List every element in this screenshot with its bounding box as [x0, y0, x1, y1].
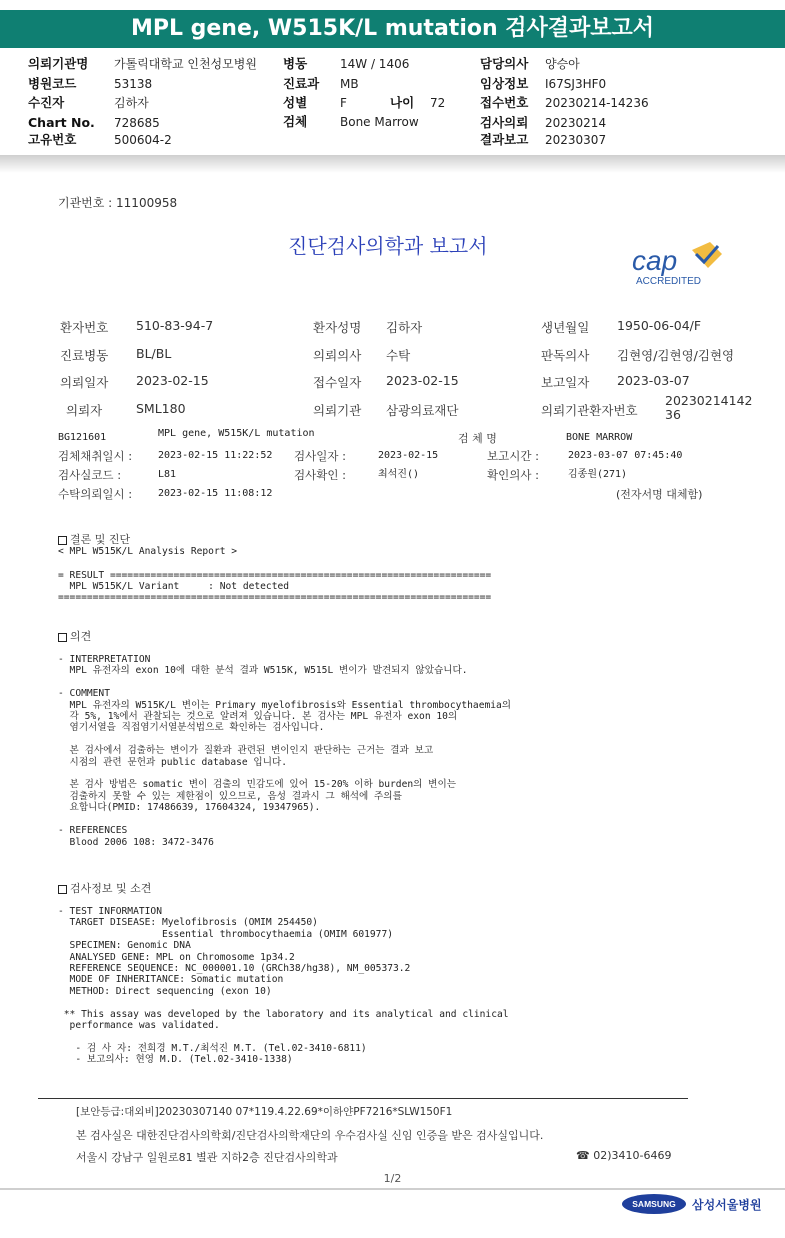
meta-value: 20230307: [545, 133, 607, 147]
row-label: 검체채취일시 :: [58, 449, 133, 463]
opinion-text: - INTERPRETATION MPL 유전자의 exon 10에 대한 분석 결과 W515K, W515L 변이가 발견되지 않았습니다. - COMMENT MPL 유전자의 W515K/L 변이는 Primary myelofibrosis와 Essential thrombocythaemia의 각 5%, 1%에서 관찰되는 것으로 알려져 있습니다. 본 검사는 MPL 유전자 exon 10의 염기서열을 직접염기서열분석법으로 확인하는 검사입니다. 본 검사에서 검출하는 변이가 질환과 관련된 변이인지 판단하는 근거는 결과 보고 시점의 관련 문헌과 public database 입니다. 본 검사 방법은 somatic 변이 검출의 민감도에 있어 15-20% 이하 burden의 변이는 검출하지 못할 수 있는 제한점이 있으므로, 음성 결과시 그 해석에 주의를 요합니다(PMID: 17486639, 17604324, 19347965). - REFERENCES Blood 2006 108: 3472-3476: [58, 654, 512, 848]
row-value: 최석진(): [378, 469, 420, 480]
specimen-label: 검 체 명: [458, 432, 497, 445]
institution-number: 기관번호 : 11100958: [58, 196, 178, 210]
svg-text:cap: cap: [632, 245, 678, 276]
meta-value: 53138: [114, 77, 153, 91]
patient-value: 김현영/김현영/김현영: [617, 348, 735, 363]
report-header: MPL gene, W515K/L mutation 검사결과보고서: [0, 10, 785, 48]
samsung-logo: SAMSUNG: [622, 1194, 686, 1214]
hospital-name: 삼성서울병원: [692, 1198, 762, 1212]
patient-label: 보고일자: [541, 375, 590, 390]
report-footer: [38, 1098, 688, 1164]
patient-value: 김하자: [386, 320, 423, 335]
esign-note: (전자서명 대체함): [616, 488, 703, 501]
row-value: 2023-02-15: [378, 450, 439, 461]
square-bullet-icon: [58, 536, 67, 545]
patient-value: 2023-02-15: [386, 373, 459, 388]
patient-value: 삼광의료재단: [386, 403, 459, 418]
patient-label: 생년월일: [541, 320, 590, 335]
security-line: [보안등급:대외비]20230307140 07*119.4.22.69*이하얀PF7216*SLW150F1: [76, 1106, 453, 1118]
test-name: MPL gene, W515K/L mutation: [158, 428, 315, 439]
patient-value: SML180: [136, 401, 186, 416]
row-value: L81: [158, 469, 177, 480]
section-title: 검사정보 및 소견: [70, 882, 152, 895]
row-value: 2023-02-15 11:22:52: [158, 450, 273, 461]
row-label: 검사실코드 :: [58, 468, 122, 482]
patient-value: 2023-02-15: [136, 373, 209, 388]
meta-value: 김하자: [114, 96, 149, 110]
lab-address: 서울시 강남구 일원로81 별관 지하2층 진단검사의학과: [76, 1151, 338, 1164]
section-title: 의견: [70, 630, 92, 643]
divider: [0, 1188, 785, 1190]
section-heading: [58, 531, 130, 547]
meta-label: 담당의사: [480, 56, 529, 71]
meta-label: 의뢰기관명: [28, 56, 89, 71]
svg-text:ACCREDITED: ACCREDITED: [636, 276, 702, 287]
patient-value: 2023021414236: [665, 393, 753, 422]
row-label: 검사확인 :: [294, 468, 346, 482]
test-code: BG121601: [58, 432, 107, 443]
meta-label: 나이: [390, 95, 415, 110]
meta-label: Chart No.: [28, 115, 95, 130]
page-shadow: [0, 155, 785, 173]
page-number: 1/2: [383, 1172, 402, 1185]
square-bullet-icon: [58, 885, 67, 894]
meta-label: 병원코드: [28, 76, 77, 91]
meta-value: 500604-2: [114, 133, 172, 147]
patient-value: 510-83-94-7: [136, 318, 214, 333]
patient-value: 2023-03-07: [617, 373, 690, 388]
patient-value: 1950-06-04/F: [617, 318, 702, 333]
meta-value: F: [340, 96, 347, 110]
square-bullet-icon: [58, 633, 67, 642]
meta-label: 고유번호: [28, 132, 77, 147]
section-heading: [58, 880, 151, 896]
result-block: = RESULT ================================================================== MPL W515K/L Variant : Not detected ===========================================================================: [58, 570, 492, 603]
patient-label: 환자성명: [313, 320, 362, 335]
row-value: 2023-03-07 07:45:40: [568, 450, 683, 461]
row-label: 검사일자 :: [294, 449, 346, 463]
meta-label: 접수번호: [480, 95, 529, 110]
row-label: 확인의사 :: [487, 468, 539, 482]
patient-label: 접수일자: [313, 375, 362, 390]
row-value: 2023-02-15 11:08:12: [158, 488, 273, 499]
hospital-logo: [622, 1192, 762, 1216]
meta-value: 14W / 1406: [340, 57, 410, 71]
meta-label: 성별: [283, 95, 308, 110]
meta-value: 728685: [114, 116, 160, 130]
patient-label: 의뢰기관: [313, 403, 362, 418]
meta-value: MB: [340, 77, 359, 91]
meta-value: 20230214-14236: [545, 96, 649, 110]
row-value: 김종원(271): [568, 469, 628, 480]
meta-value: 72: [430, 96, 446, 110]
lab-phone: ☎ 02)3410-6469: [576, 1149, 672, 1162]
section-title: 결론 및 진단: [70, 533, 131, 546]
patient-label: 진료병동: [60, 348, 109, 363]
meta-label: 결과보고: [480, 132, 529, 147]
meta-label: 진료과: [283, 76, 320, 91]
row-label: 보고시간 :: [487, 449, 539, 463]
cap-accredited-logo: [630, 240, 750, 292]
patient-value: 수탁: [386, 348, 411, 363]
metadata-panel: [0, 52, 785, 152]
patient-label: 의뢰기관환자번호: [541, 403, 638, 418]
section-heading: [58, 628, 91, 644]
patient-label: 의뢰자: [66, 403, 103, 418]
meta-label: 병동: [283, 56, 308, 71]
patient-label: 판독의사: [541, 348, 590, 363]
section-subtitle: < MPL W515K/L Analysis Report >: [58, 546, 238, 557]
patient-label: 환자번호: [60, 320, 109, 335]
patient-label: 의뢰의사: [313, 348, 362, 363]
certification-text: 본 검사실은 대한진단검사의학회/진단검사의학재단의 우수검사실 신임 인증을 받은 검사실입니다.: [76, 1129, 544, 1142]
specimen-value: BONE MARROW: [566, 432, 633, 443]
meta-value: Bone Marrow: [340, 115, 419, 129]
meta-label: 검사의뢰: [480, 115, 529, 130]
meta-value: 가톨릭대학교 인천성모병원: [114, 57, 257, 71]
meta-value: I67SJ3HF0: [545, 77, 607, 91]
patient-value: BL/BL: [136, 346, 172, 361]
meta-value: 20230214: [545, 116, 607, 130]
meta-label: 수진자: [28, 95, 65, 110]
patient-label: 의뢰일자: [60, 375, 109, 390]
meta-label: 검체: [283, 114, 308, 129]
row-label: 수탁의뢰일시 :: [58, 487, 133, 501]
test-information: - TEST INFORMATION TARGET DISEASE: Myelofibrosis (OMIM 254450) Essential thrombocythaemia (OMIM 601977) SPECIMEN: Genomic DNA ANALYSED GENE: MPL on Chromosome 1p34.2 REFERENCE SEQUENCE: NC_000001.10 (GRCh38/hg38), NM_005373.2 MODE OF INHERITANCE: Somatic mutation METHOD: Direct sequencing (exon 10) ** This assay was developed by the laboratory and its analytical and clinical performance was validated. - 검 사 자: 전희경 M.T./최석진 M.T. (Tel.02-3410-6811) - 보고의사: 현영 M.D. (Tel.02-3410-1338): [58, 906, 509, 1066]
report-title: 진단검사의학과 보고서: [288, 234, 488, 258]
meta-label: 임상정보: [480, 76, 529, 91]
meta-value: 양승아: [545, 57, 580, 71]
